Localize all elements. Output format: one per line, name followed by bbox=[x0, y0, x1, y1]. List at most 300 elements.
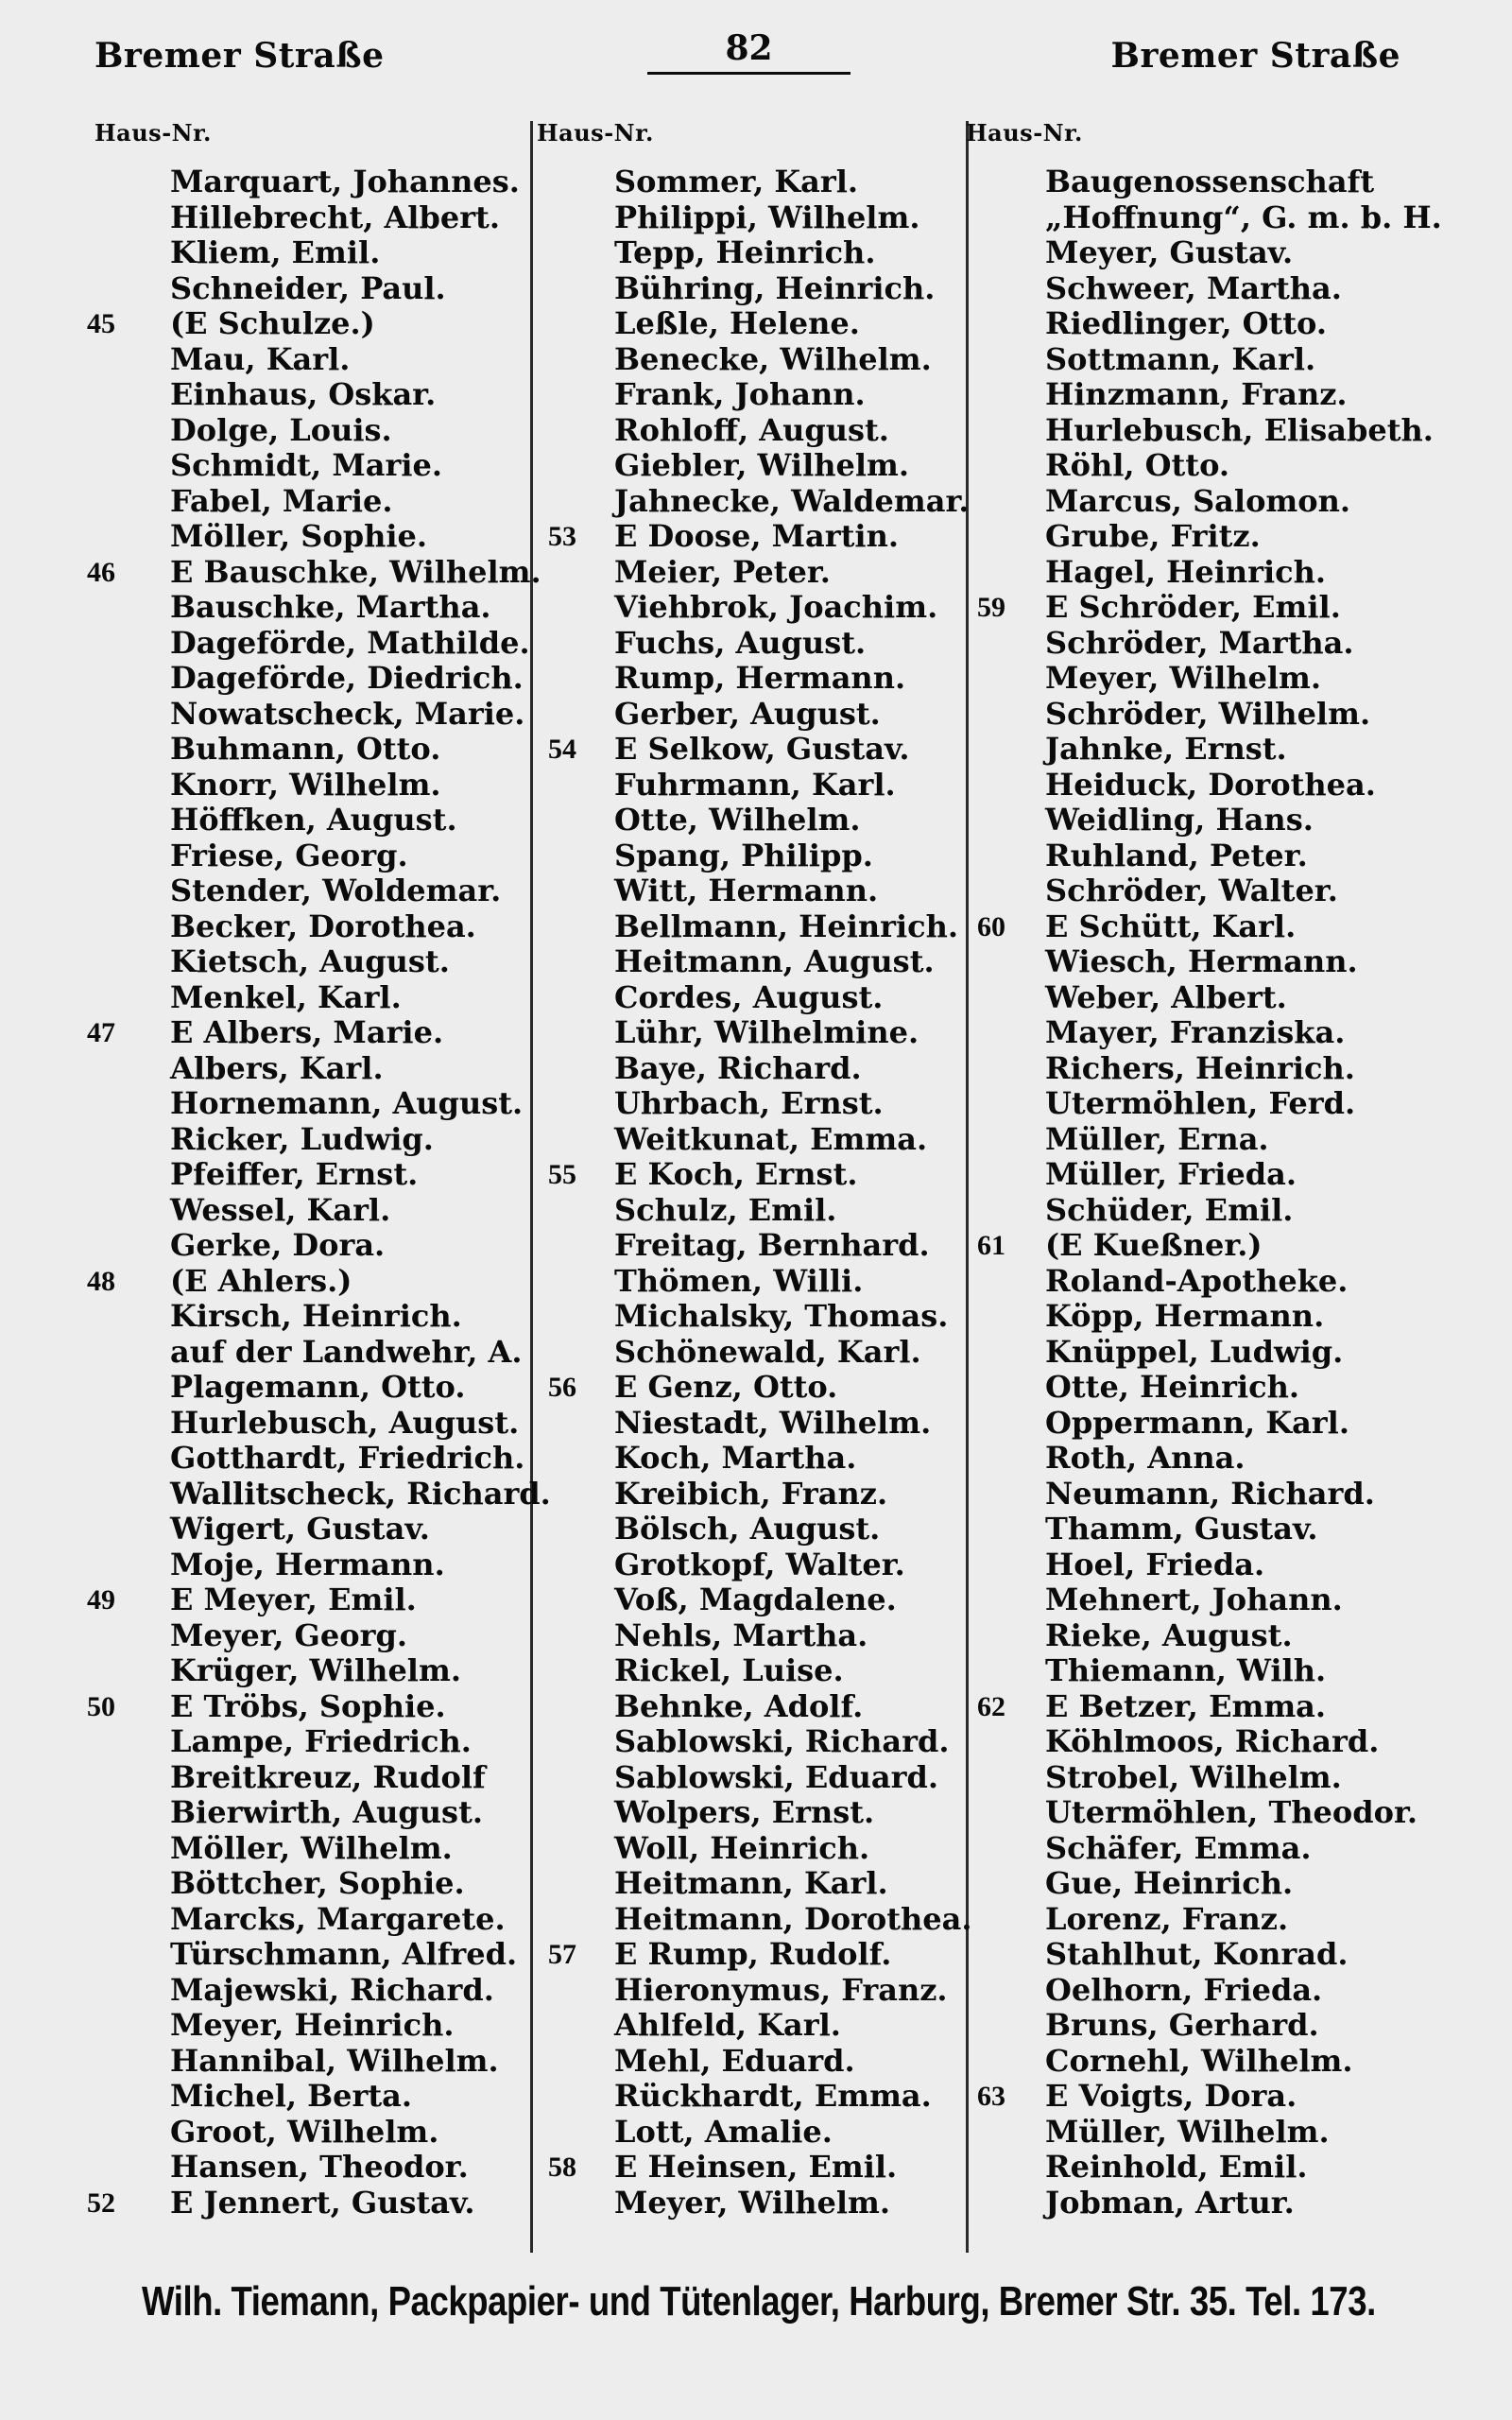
resident-name: Weidling, Hans. bbox=[1045, 802, 1314, 838]
resident-name: Oelhorn, Frieda. bbox=[1045, 1971, 1323, 2008]
resident-name: Möller, Sophie. bbox=[170, 518, 427, 554]
resident-name: Bölsch, August. bbox=[614, 1511, 881, 1547]
resident-entry bbox=[537, 626, 973, 662]
resident-entry bbox=[94, 235, 539, 271]
resident-entry bbox=[537, 200, 973, 236]
resident-entry bbox=[87, 553, 541, 591]
resident-name: Benecke, Wilhelm. bbox=[614, 340, 932, 377]
resident-name: Giebler, Wilhelm. bbox=[614, 447, 910, 483]
resident-name: Breitkreuz, Rudolf bbox=[170, 1758, 486, 1795]
resident-entry bbox=[966, 1122, 1476, 1158]
resident-name: Otte, Heinrich. bbox=[1045, 1369, 1299, 1405]
resident-entry bbox=[537, 342, 973, 378]
page-number: 82 bbox=[725, 28, 773, 68]
resident-name: Rückhardt, Emma. bbox=[614, 2078, 932, 2114]
resident-name: Utermöhlen, Theodor. bbox=[1045, 1794, 1418, 1830]
resident-entry bbox=[537, 1582, 973, 1618]
resident-entry bbox=[966, 590, 1476, 626]
resident-name: Reinhold, Emil. bbox=[1045, 2149, 1308, 2185]
resident-name: Hieronymus, Franz. bbox=[614, 1971, 948, 2008]
resident-entry bbox=[966, 1086, 1476, 1122]
resident-entry bbox=[537, 803, 973, 838]
resident-entry bbox=[94, 519, 539, 555]
resident-name: Lorenz, Franz. bbox=[1045, 1900, 1289, 1937]
resident-name: Uhrbach, Ernst. bbox=[614, 1085, 884, 1121]
resident-entry bbox=[537, 1406, 973, 1442]
resident-entry bbox=[537, 944, 973, 980]
resident-name: E Genz, Otto. bbox=[614, 1369, 838, 1405]
resident-entry bbox=[94, 164, 539, 200]
resident-entry bbox=[537, 1193, 973, 1229]
resident-name: Dageförde, Diedrich. bbox=[170, 660, 524, 696]
resident-name: Witt, Hermann. bbox=[614, 873, 879, 908]
resident-entry bbox=[537, 555, 973, 591]
resident-entry bbox=[94, 2008, 539, 2044]
resident-name: Gue, Heinrich. bbox=[1045, 1865, 1294, 1901]
resident-name: Sottmann, Karl. bbox=[1045, 340, 1316, 377]
resident-name: Voß, Magdalene. bbox=[614, 1582, 897, 1617]
house-number: 62 bbox=[977, 1690, 1005, 1722]
house-number: 50 bbox=[87, 1690, 115, 1722]
header-street-left: Bremer Straße bbox=[94, 36, 385, 76]
resident-entry bbox=[537, 1157, 973, 1193]
resident-name: Meyer, Wilhelm. bbox=[1045, 660, 1322, 696]
resident-name: Cordes, August. bbox=[614, 978, 884, 1015]
house-number: 46 bbox=[87, 556, 115, 588]
resident-entry bbox=[537, 697, 973, 733]
resident-entry bbox=[94, 1618, 539, 1654]
resident-name: Gotthardt, Friedrich. bbox=[170, 1440, 525, 1476]
house-number: 58 bbox=[548, 2152, 576, 2183]
resident-entry bbox=[537, 1015, 973, 1051]
resident-entry bbox=[966, 2150, 1476, 2186]
resident-name: Majewski, Richard. bbox=[170, 1971, 494, 2008]
resident-entry bbox=[966, 1902, 1476, 1938]
resident-entry bbox=[537, 768, 973, 804]
resident-entry bbox=[966, 1157, 1476, 1193]
resident-entry bbox=[94, 873, 539, 909]
resident-entry bbox=[87, 1262, 539, 1300]
resident-entry bbox=[966, 1370, 1476, 1406]
resident-name: E Doose, Martin. bbox=[614, 518, 899, 554]
resident-entry bbox=[966, 1299, 1476, 1335]
resident-name: Utermöhlen, Ferd. bbox=[1045, 1085, 1356, 1121]
resident-name: Hoel, Frieda. bbox=[1045, 1546, 1265, 1582]
resident-entry bbox=[94, 1228, 539, 1264]
resident-entry bbox=[966, 200, 1476, 236]
resident-entry bbox=[966, 164, 1476, 200]
resident-name: Dolge, Louis. bbox=[170, 411, 392, 448]
advertisement-footer: Wilh. Tiemann, Packpapier- und Tütenlager, Harburg, Bremer Str. 35. Tel. 173. bbox=[142, 2278, 1376, 2325]
resident-name: Cornehl, Wilhelm. bbox=[1045, 2042, 1353, 2079]
house-number: 57 bbox=[548, 1939, 576, 1970]
resident-entry bbox=[94, 271, 539, 307]
resident-name: Ricker, Ludwig. bbox=[170, 1120, 434, 1157]
resident-name: Hurlebusch, Elisabeth. bbox=[1045, 411, 1434, 448]
resident-entry bbox=[966, 2008, 1476, 2044]
house-number: 49 bbox=[87, 1584, 115, 1616]
resident-name: E Voigts, Dora. bbox=[1045, 2078, 1297, 2114]
resident-entry bbox=[537, 590, 973, 626]
resident-entry bbox=[537, 1547, 973, 1583]
resident-name: Otte, Wilhelm. bbox=[614, 802, 861, 838]
resident-entry bbox=[966, 2044, 1476, 2080]
resident-name: Köpp, Hermann. bbox=[1045, 1298, 1325, 1334]
resident-name: Weitkunat, Emma. bbox=[614, 1120, 928, 1157]
resident-name: Müller, Frieda. bbox=[1045, 1156, 1297, 1192]
resident-name: Kietsch, August. bbox=[170, 943, 450, 979]
resident-entry bbox=[537, 1512, 973, 1547]
resident-name: Riedlinger, Otto. bbox=[1045, 305, 1327, 341]
resident-name: Spang, Philipp. bbox=[614, 837, 873, 873]
resident-entry bbox=[94, 803, 539, 838]
resident-entry bbox=[537, 2079, 973, 2115]
resident-entry bbox=[94, 1193, 539, 1229]
resident-name: Jahnecke, Waldemar. bbox=[614, 482, 970, 519]
resident-entry bbox=[537, 873, 973, 909]
resident-name: Albers, Karl. bbox=[170, 1049, 384, 1086]
resident-name: Becker, Dorothea. bbox=[170, 908, 476, 944]
resident-entry bbox=[94, 1653, 539, 1689]
resident-name: Fuchs, August. bbox=[614, 624, 867, 661]
resident-entry bbox=[537, 838, 973, 874]
resident-name: Lampe, Friedrich. bbox=[170, 1723, 472, 1759]
resident-entry bbox=[94, 1299, 539, 1335]
resident-name: Richers, Heinrich. bbox=[1045, 1049, 1355, 1086]
resident-entry bbox=[94, 1122, 539, 1158]
house-number: 60 bbox=[977, 910, 1005, 942]
resident-name: Möller, Wilhelm. bbox=[170, 1829, 453, 1866]
resident-name: Weber, Albert. bbox=[1045, 978, 1287, 1015]
resident-entry bbox=[94, 1370, 539, 1406]
resident-name: Schönewald, Karl. bbox=[614, 1333, 921, 1370]
resident-entry bbox=[537, 306, 973, 342]
resident-entry bbox=[537, 1653, 973, 1689]
resident-name: Ahlfeld, Karl. bbox=[614, 2007, 841, 2043]
resident-name: Rickel, Luise. bbox=[614, 1652, 844, 1688]
resident-entry bbox=[966, 768, 1476, 804]
resident-entry bbox=[537, 1477, 973, 1512]
resident-name: Strobel, Wilhelm. bbox=[1045, 1758, 1342, 1795]
resident-name: Gerber, August. bbox=[614, 695, 881, 732]
resident-name: Bierwirth, August. bbox=[170, 1794, 483, 1830]
resident-entry bbox=[537, 1760, 973, 1796]
resident-name: Michel, Berta. bbox=[170, 2078, 413, 2114]
resident-entry bbox=[537, 413, 973, 449]
resident-name: Bauschke, Martha. bbox=[170, 589, 491, 625]
resident-name: Türschmann, Alfred. bbox=[170, 1936, 518, 1972]
resident-entry bbox=[966, 626, 1476, 662]
resident-entry bbox=[94, 1335, 539, 1371]
resident-entry bbox=[94, 448, 539, 484]
resident-entry bbox=[966, 555, 1476, 591]
resident-entry bbox=[94, 1902, 539, 1938]
resident-entry bbox=[537, 1937, 973, 1973]
resident-name: Mehl, Eduard. bbox=[614, 2042, 855, 2079]
resident-entry bbox=[537, 732, 973, 768]
resident-entry bbox=[966, 1477, 1476, 1512]
resident-name: Pfeiffer, Ernst. bbox=[170, 1156, 419, 1192]
resident-name: Grube, Fritz. bbox=[1045, 518, 1261, 554]
resident-name: Menkel, Karl. bbox=[170, 978, 402, 1015]
resident-entry bbox=[537, 1370, 973, 1406]
resident-entry bbox=[94, 1512, 539, 1547]
resident-name: Friese, Georg. bbox=[170, 837, 408, 873]
resident-entry bbox=[537, 1264, 973, 1300]
house-number: 47 bbox=[87, 1017, 115, 1048]
resident-entry bbox=[94, 2150, 539, 2186]
resident-entry bbox=[537, 2150, 973, 2186]
resident-name: Schulz, Emil. bbox=[614, 1191, 837, 1228]
resident-entry bbox=[537, 1441, 973, 1477]
resident-name: Grotkopf, Walter. bbox=[614, 1546, 905, 1582]
resident-name: Hagel, Heinrich. bbox=[1045, 553, 1327, 590]
resident-name: E Heinsen, Emil. bbox=[614, 2149, 898, 2185]
resident-entry bbox=[537, 980, 973, 1016]
resident-name: Schröder, Wilhelm. bbox=[1045, 695, 1371, 732]
resident-name: Rieke, August. bbox=[1045, 1616, 1293, 1653]
resident-name: Michalsky, Thomas. bbox=[614, 1298, 949, 1334]
resident-entry bbox=[537, 1689, 973, 1725]
house-number: 48 bbox=[87, 1265, 115, 1297]
resident-name: Wessel, Karl. bbox=[170, 1191, 391, 1228]
resident-name: Knüppel, Ludwig. bbox=[1045, 1333, 1344, 1370]
resident-name: Freitag, Bernhard. bbox=[614, 1227, 930, 1263]
resident-entry bbox=[537, 661, 973, 697]
house-number-label: Haus-Nr. bbox=[94, 119, 212, 147]
resident-entry bbox=[94, 944, 539, 980]
resident-entry bbox=[966, 661, 1476, 697]
resident-name: auf der Landwehr, A. bbox=[170, 1333, 523, 1370]
resident-name: Viehbrok, Joachim. bbox=[614, 589, 938, 625]
resident-entry bbox=[94, 342, 539, 378]
resident-name: Stender, Woldemar. bbox=[170, 873, 502, 908]
resident-entry bbox=[94, 1973, 539, 2009]
resident-entry bbox=[537, 448, 973, 484]
resident-name: Schmidt, Marie. bbox=[170, 447, 442, 483]
resident-entry bbox=[966, 1406, 1476, 1442]
resident-entry bbox=[966, 1335, 1476, 1371]
resident-name: Buhmann, Otto. bbox=[170, 731, 441, 767]
resident-name: Meyer, Gustav. bbox=[1045, 234, 1294, 270]
resident-name: Marcks, Margarete. bbox=[170, 1900, 506, 1937]
resident-entry bbox=[537, 484, 973, 520]
resident-name: Baye, Richard. bbox=[614, 1049, 862, 1086]
resident-entry bbox=[87, 1582, 539, 1618]
resident-entry bbox=[966, 909, 1476, 945]
resident-entry bbox=[94, 697, 539, 733]
resident-entry bbox=[537, 1086, 973, 1122]
resident-name: E Koch, Ernst. bbox=[614, 1156, 858, 1192]
resident-name: Wigert, Gustav. bbox=[170, 1511, 430, 1547]
resident-entry bbox=[966, 1760, 1476, 1796]
resident-name: E Selkow, Gustav. bbox=[614, 731, 910, 767]
resident-entry bbox=[94, 1547, 539, 1583]
resident-entry bbox=[537, 235, 973, 271]
resident-name: Niestadt, Wilhelm. bbox=[614, 1404, 932, 1441]
resident-name: Knorr, Wilhelm. bbox=[170, 766, 441, 803]
resident-entry bbox=[94, 1831, 539, 1867]
resident-name: Dageförde, Mathilde. bbox=[170, 624, 530, 661]
page-number-rule bbox=[647, 72, 850, 75]
resident-entry bbox=[966, 1653, 1476, 1689]
resident-entry bbox=[966, 1582, 1476, 1618]
resident-entry bbox=[94, 1760, 539, 1796]
resident-entry bbox=[537, 377, 973, 413]
resident-name: E Rump, Rudolf. bbox=[614, 1936, 892, 1972]
resident-name: Köhlmoos, Richard. bbox=[1045, 1723, 1380, 1759]
resident-name: „Hoffnung“, G. m. b. H. bbox=[1045, 199, 1442, 235]
resident-name: Bruns, Gerhard. bbox=[1045, 2007, 1319, 2043]
resident-name: Schneider, Paul. bbox=[170, 269, 446, 306]
resident-name: Kreibich, Franz. bbox=[614, 1475, 888, 1512]
resident-entry bbox=[94, 2044, 539, 2080]
resident-entry bbox=[537, 2115, 973, 2151]
resident-entry bbox=[94, 1937, 539, 1973]
resident-entry bbox=[87, 1014, 539, 1051]
resident-entry bbox=[966, 2079, 1476, 2115]
resident-name: Hinzmann, Franz. bbox=[1045, 376, 1348, 412]
resident-entry bbox=[537, 2008, 973, 2044]
resident-entry bbox=[966, 980, 1476, 1016]
resident-entry bbox=[537, 1228, 973, 1264]
resident-entry bbox=[94, 980, 539, 1016]
resident-entry bbox=[966, 838, 1476, 874]
house-number: 53 bbox=[548, 521, 576, 552]
resident-name: (E Schulze.) bbox=[170, 305, 375, 341]
resident-entry bbox=[94, 626, 539, 662]
resident-entry bbox=[966, 1547, 1476, 1583]
resident-name: Mayer, Franziska. bbox=[1045, 1014, 1346, 1050]
resident-name: Müller, Erna. bbox=[1045, 1120, 1269, 1157]
resident-name: Bühring, Heinrich. bbox=[614, 269, 936, 306]
resident-name: Hannibal, Wilhelm. bbox=[170, 2042, 499, 2079]
resident-entry bbox=[966, 1937, 1476, 1973]
resident-entry bbox=[94, 413, 539, 449]
resident-entry bbox=[94, 1157, 539, 1193]
resident-entry bbox=[966, 732, 1476, 768]
resident-entry bbox=[966, 1051, 1476, 1087]
resident-name: Mau, Karl. bbox=[170, 340, 351, 377]
resident-name: Böttcher, Sophie. bbox=[170, 1865, 465, 1901]
resident-entry bbox=[966, 271, 1476, 307]
resident-entry bbox=[537, 1973, 973, 2009]
resident-entry bbox=[94, 377, 539, 413]
house-number: 54 bbox=[548, 734, 576, 765]
house-number: 45 bbox=[87, 308, 115, 339]
resident-entry bbox=[94, 1441, 539, 1477]
resident-entry bbox=[537, 2186, 973, 2221]
resident-entry bbox=[966, 2186, 1476, 2221]
resident-entry bbox=[966, 1973, 1476, 2009]
resident-entry bbox=[94, 590, 539, 626]
resident-entry bbox=[966, 1441, 1476, 1477]
resident-name: Fuhrmann, Karl. bbox=[614, 766, 896, 803]
resident-name: Schüder, Emil. bbox=[1045, 1191, 1294, 1228]
resident-name: Meier, Peter. bbox=[614, 553, 831, 590]
resident-entry bbox=[537, 271, 973, 307]
resident-name: Schröder, Walter. bbox=[1045, 873, 1338, 908]
resident-entry bbox=[87, 2184, 539, 2221]
resident-name: Baugenossenschaft bbox=[1045, 164, 1375, 199]
resident-entry bbox=[537, 1335, 973, 1371]
house-number: 55 bbox=[548, 1159, 576, 1190]
resident-entry bbox=[94, 1795, 539, 1831]
resident-name: Schweer, Martha. bbox=[1045, 269, 1342, 306]
resident-entry bbox=[966, 1228, 1476, 1264]
house-number: 56 bbox=[548, 1372, 576, 1403]
resident-entry bbox=[966, 342, 1476, 378]
resident-name: Plagemann, Otto. bbox=[170, 1369, 466, 1405]
resident-name: Roth, Anna. bbox=[1045, 1440, 1246, 1476]
resident-name: Höffken, August. bbox=[170, 802, 457, 838]
resident-name: E Schütt, Karl. bbox=[1045, 908, 1297, 944]
resident-name: Behnke, Adolf. bbox=[614, 1687, 864, 1724]
resident-name: Marcus, Salomon. bbox=[1045, 482, 1351, 519]
resident-entry bbox=[966, 1866, 1476, 1902]
resident-entry bbox=[94, 838, 539, 874]
resident-entry bbox=[966, 413, 1476, 449]
resident-name: Jobman, Artur. bbox=[1045, 2184, 1295, 2221]
resident-entry bbox=[537, 1051, 973, 1087]
resident-name: Thömen, Willi. bbox=[614, 1262, 864, 1299]
resident-entry bbox=[966, 1512, 1476, 1547]
resident-entry bbox=[966, 377, 1476, 413]
resident-name: Tepp, Heinrich. bbox=[614, 234, 876, 270]
resident-entry bbox=[966, 803, 1476, 838]
resident-entry bbox=[94, 909, 539, 945]
resident-entry bbox=[966, 1193, 1476, 1229]
resident-entry bbox=[966, 306, 1476, 342]
resident-entry bbox=[966, 235, 1476, 271]
resident-entry bbox=[537, 1122, 973, 1158]
resident-name: Sablowski, Richard. bbox=[614, 1723, 950, 1759]
resident-name: Sommer, Karl. bbox=[614, 164, 859, 199]
resident-name: Heitmann, Karl. bbox=[614, 1865, 888, 1901]
resident-name: Gerke, Dora. bbox=[170, 1227, 386, 1263]
resident-entry bbox=[94, 1866, 539, 1902]
resident-name: E Tröbs, Sophie. bbox=[170, 1687, 446, 1724]
resident-name: Heitmann, Dorothea. bbox=[614, 1900, 972, 1937]
resident-entry bbox=[966, 519, 1476, 555]
resident-entry bbox=[94, 1724, 539, 1760]
resident-name: Neumann, Richard. bbox=[1045, 1475, 1375, 1512]
house-number: 61 bbox=[977, 1230, 1005, 1261]
resident-entry bbox=[537, 909, 973, 945]
resident-entry bbox=[966, 1724, 1476, 1760]
resident-name: Sablowski, Eduard. bbox=[614, 1758, 939, 1795]
resident-name: Nehls, Martha. bbox=[614, 1616, 868, 1653]
resident-name: Heitmann, August. bbox=[614, 943, 935, 979]
house-number-label: Haus-Nr. bbox=[966, 119, 1083, 147]
resident-entry bbox=[537, 1724, 973, 1760]
resident-entry bbox=[87, 305, 539, 342]
resident-name: Hansen, Theodor. bbox=[170, 2149, 469, 2185]
resident-name: Mehnert, Johann. bbox=[1045, 1582, 1343, 1617]
resident-name: Frank, Johann. bbox=[614, 376, 866, 412]
resident-entry bbox=[966, 697, 1476, 733]
resident-entry bbox=[537, 1618, 973, 1654]
resident-name: Kliem, Emil. bbox=[170, 234, 381, 270]
resident-name: Groot, Wilhelm. bbox=[170, 2113, 439, 2150]
resident-name: Lott, Amalie. bbox=[614, 2113, 833, 2150]
resident-entry bbox=[94, 200, 539, 236]
resident-entry bbox=[966, 1831, 1476, 1867]
house-number: 63 bbox=[977, 2081, 1005, 2112]
resident-entry bbox=[94, 2079, 539, 2115]
resident-entry bbox=[94, 1406, 539, 1442]
resident-entry bbox=[966, 1795, 1476, 1831]
